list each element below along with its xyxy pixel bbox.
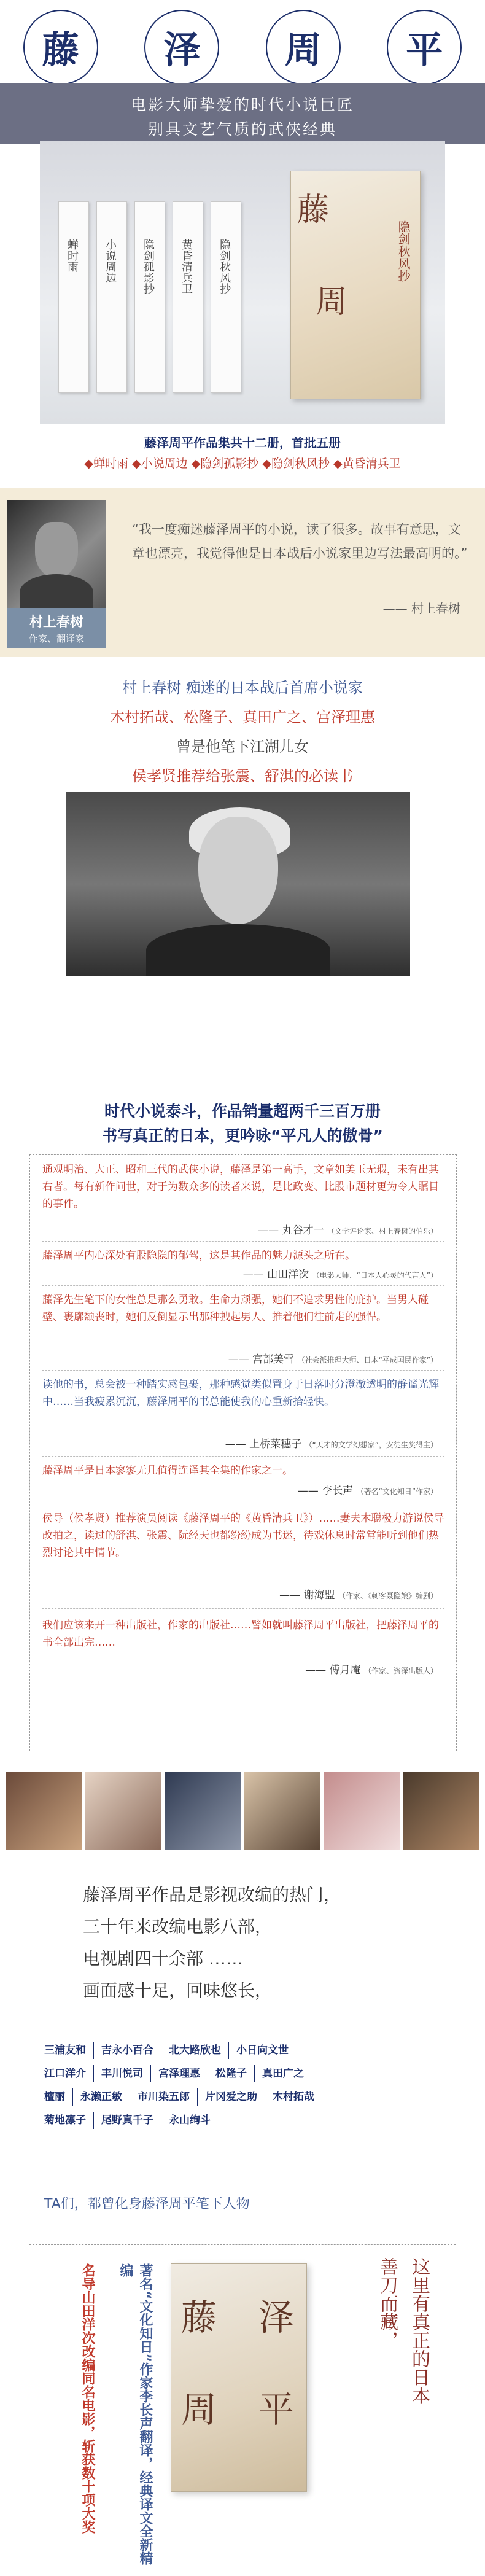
actor-row	[37, 2042, 381, 2059]
film-stills-strip	[6, 1772, 479, 1850]
actor-row	[37, 2065, 381, 2082]
adaptation-line-4: 画面感十足，回味悠长，	[83, 1980, 273, 2001]
cover-char: 藤	[181, 2297, 217, 2338]
tagline-banner	[0, 83, 485, 144]
actor-row	[37, 2088, 381, 2106]
quote-text: 通观明治、大正、昭和三代的武侠小说，藤泽是第一高手，文章如美玉无瑕，未有出其右者。每有新作问世，对于为数众多的读者来说，是比政变、比股市题材更为令人瞩目的事件。	[42, 1164, 439, 1210]
actor-name: 松隆子	[208, 2065, 255, 2082]
praise-line-1: 村上春树 痴迷的日本战后首席小说家	[122, 679, 363, 696]
actor-name: 真田广之	[262, 2068, 304, 2080]
book-spine	[134, 201, 165, 393]
quote-author: —— 宫部美雪 （社会派推理大师、日本“平成国民作家”）	[228, 1353, 438, 1366]
actor-name: 菊地凛子	[37, 2112, 94, 2129]
right-vertical-slogan-2: 这里有真正的日本	[408, 2257, 430, 2405]
adaptation-line-1: 藤泽周平作品是影视改编的热门，	[83, 1885, 341, 1905]
murakami-signature: —— 村上春树	[382, 601, 460, 616]
adaptation-line-3: 电视剧四十余部 ……	[83, 1948, 243, 1969]
book-cover	[290, 171, 421, 399]
quote-divider	[42, 1456, 444, 1457]
title-circles	[0, 10, 485, 85]
quote-text: 我们应该来开一种出版社，作家的出版社……譬如就叫藤泽周平出版社，把藤泽周平的书全部出完……	[42, 1619, 439, 1649]
book-spine-title: 蝉时雨	[66, 239, 79, 272]
praise-line-4: 侯孝贤推荐给张震、舒淇的必读书	[132, 768, 353, 785]
cover-char: 周	[181, 2389, 217, 2430]
actor-name: 片冈爱之助	[198, 2088, 265, 2106]
author-portrait	[66, 792, 410, 976]
critics-quotes-box	[29, 1154, 457, 1751]
film-still-image	[165, 1772, 241, 1850]
page-header	[0, 0, 485, 144]
actor-row	[37, 2112, 381, 2129]
film-still-image	[403, 1772, 479, 1850]
quote-text: 藤泽周平是日本寥寥无几值得连译其全集的作家之一。	[42, 1465, 293, 1477]
praise-line-3: 曾是他笔下江湖儿女	[176, 738, 309, 755]
actor-name: 永山绚斗	[169, 2114, 211, 2127]
actor-list	[37, 2042, 381, 2135]
murakami-namebox	[7, 608, 106, 648]
film-still-image	[6, 1772, 82, 1850]
film-still-image	[244, 1772, 320, 1850]
book-set-photo	[40, 141, 445, 424]
actor-name: 吉永小百合	[94, 2042, 161, 2059]
murakami-role: 作家、翻译家	[28, 633, 84, 644]
actor-name: 小日向文世	[236, 2044, 289, 2057]
actor-name: 檀丽	[37, 2088, 73, 2106]
murakami-quote: “我一度痴迷藤泽周平的小说，读了很多。故事有意思，文章也漂亮，我觉得他是日本战后小说家里边写法最高明的。”	[132, 522, 468, 561]
book-spine-title: 黄昏清兵卫	[180, 239, 193, 294]
murakami-photo	[7, 500, 106, 611]
actor-name: 丰川悦司	[94, 2065, 151, 2082]
book-spine-title: 隐剑孤影抄	[142, 239, 155, 294]
quote-text: 读他的书，总会被一种踏实感包裹，那种感觉类似置身于日落时分澄澈透明的静谧光辉中……当我疲累沉沉，藤泽周平的书总能使我的心重新拾轻快。	[42, 1379, 439, 1408]
right-vertical-slogan-1: 善刀而藏，	[376, 2257, 398, 2349]
actor-name: 宫泽理惠	[151, 2065, 208, 2082]
tagline-line-1: 电影大师挚爱的时代小说巨匠	[130, 96, 354, 114]
quote-author: —— 丸谷才一 （文学评论家、村上春树的伯乐）	[258, 1224, 438, 1237]
quote-text: 藤泽周平内心深处有股隐隐的郁驾，这是其作品的魅力源头之所在。	[42, 1250, 355, 1262]
headline-1: 时代小说泰斗，作品销量超两千三百万册	[104, 1102, 381, 1120]
actor-name: 尾野真千子	[94, 2112, 161, 2129]
praise-line-2: 木村拓哉、松隆子、真田广之、宫泽理惠	[110, 709, 375, 726]
quote-divider	[42, 1241, 444, 1242]
featured-book-cover	[171, 2263, 307, 2492]
quote-author: —— 上桥菜穗子 （“天才的文学幻想家”，安徒生奖得主）	[225, 1438, 438, 1450]
headline-2: 书写真正的日本，更吟咏“平凡人的傲骨”	[102, 1127, 383, 1145]
film-still-image	[85, 1772, 161, 1850]
tagline-line-2: 别具文艺气质的武侠经典	[147, 120, 337, 138]
adaptation-line-2: 三十年来改编电影八部，	[83, 1916, 273, 1937]
quote-divider	[42, 1285, 444, 1286]
book-spine	[58, 201, 89, 393]
cover-char: 泽	[258, 2297, 294, 2338]
quote-author: —— 谢海盟 （作家、《刺客聂隐娘》编剧）	[279, 1589, 438, 1601]
actor-name: 江口洋介	[37, 2065, 94, 2082]
book-spine	[173, 201, 203, 393]
left-vertical-blurb-2: 著名“文化知日”作家李长声翻译，经典译文全新精编	[118, 2263, 153, 2565]
quote-author: —— 傅月庵 （作家、资深出版人）	[305, 1664, 438, 1676]
murakami-name: 村上春树	[29, 615, 83, 630]
quote-author: —— 李长声 （著名“文化知日”作家）	[297, 1485, 438, 1497]
quote-divider	[42, 1370, 444, 1371]
murakami-quote-panel	[0, 488, 485, 657]
cover-char: 周	[316, 284, 348, 321]
quote-text: 藤泽先生笔下的女性总是那么勇敢。生命力顽强，她们不追求男性的庇护。当男人碰壁、裹廓颓丧时，她们反倒显示出那种拽起男人、推着他们往前走的强悍。	[42, 1294, 429, 1323]
cover-vertical-title: 隐剑秋风抄	[396, 220, 411, 282]
cover-char: 平	[258, 2389, 294, 2430]
actor-name: 市川染五郎	[130, 2088, 198, 2106]
title-char-circle: 藤	[23, 10, 98, 85]
book-spine	[96, 201, 127, 393]
film-still-image	[324, 1772, 399, 1850]
actor-name: 三浦友和	[37, 2042, 94, 2059]
cover-char: 藤	[297, 192, 330, 228]
actor-name: 北大路欣也	[161, 2042, 229, 2059]
book-spine-title: 小说周边	[104, 239, 117, 283]
actor-name: 永濑正敏	[73, 2088, 130, 2106]
left-vertical-blurb-1: 名导山田洋次改编同名电影，斩获数十项大奖	[80, 2263, 95, 2534]
actors-tagline: TA们，都曾化身藤泽周平笔下人物	[44, 2197, 250, 2212]
book-spine-title: 隐剑秋风抄	[218, 239, 231, 294]
quote-text: 侯导（侯孝贤）推荐演员阅读《藤泽周平的《黄昏清兵卫》）……妻夫木聪极力游说侯导改拍之，读过的舒淇、张震、阮经天也都纷纷成为书迷，待戏休息时常常能听到他们热烈讨论其中情节。	[42, 1512, 444, 1559]
collection-titles: ◆蝉时雨 ◆小说周边 ◆隐剑孤影抄 ◆隐剑秋风抄 ◆黄昏清兵卫	[84, 457, 401, 470]
title-char-circle: 平	[387, 10, 462, 85]
title-char-circle: 泽	[144, 10, 219, 85]
quote-divider	[42, 1608, 444, 1609]
actor-name: 木村拓哉	[273, 2091, 314, 2103]
featured-book-section	[29, 2244, 456, 2570]
quote-author: —— 山田洋次 （电影大师、“日本人心灵的代言人”）	[243, 1269, 438, 1281]
collection-caption: 藤泽周平作品集共十二册，首批五册	[144, 435, 341, 450]
book-spine	[211, 201, 241, 393]
title-char-circle: 周	[266, 10, 341, 85]
